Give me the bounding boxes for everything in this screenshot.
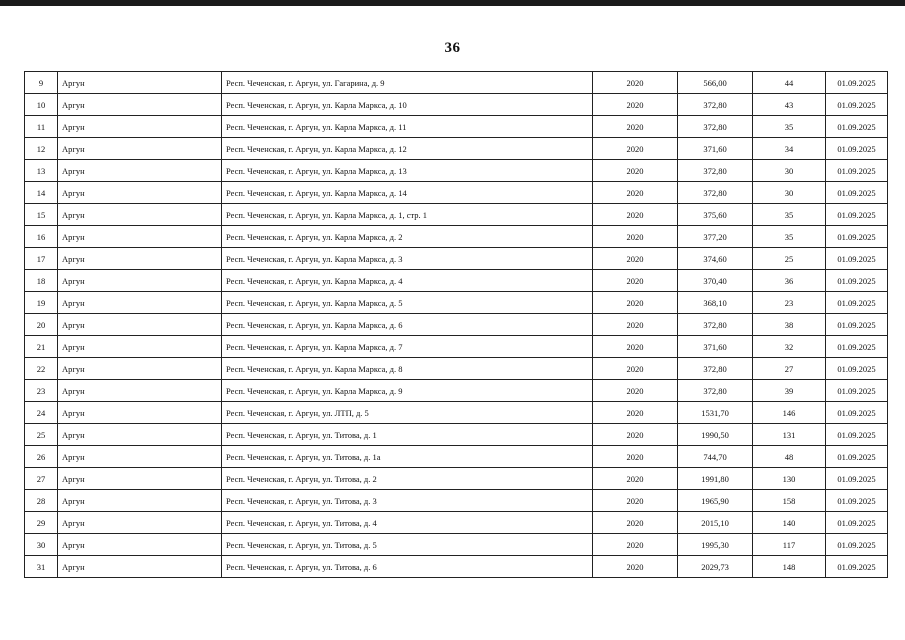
page-top-border [0,0,905,6]
date-cell: 01.09.2025 [826,468,888,490]
year-cell: 2020 [593,534,678,556]
year-cell: 2020 [593,358,678,380]
date-cell: 01.09.2025 [826,160,888,182]
row-number-cell: 14 [25,182,58,204]
date-cell: 01.09.2025 [826,490,888,512]
city-cell: Аргун [58,402,222,424]
city-cell: Аргун [58,160,222,182]
area-cell: 372,80 [678,182,753,204]
count-cell: 117 [753,534,826,556]
city-cell: Аргун [58,226,222,248]
city-cell: Аргун [58,358,222,380]
row-number-cell: 17 [25,248,58,270]
row-number-cell: 28 [25,490,58,512]
row-number-cell: 19 [25,292,58,314]
date-cell: 01.09.2025 [826,314,888,336]
row-number-cell: 27 [25,468,58,490]
table-row [25,534,888,556]
row-number-cell: 25 [25,424,58,446]
area-cell: 372,80 [678,116,753,138]
area-cell: 374,60 [678,248,753,270]
year-cell: 2020 [593,314,678,336]
city-cell: Аргун [58,446,222,468]
count-cell: 30 [753,182,826,204]
table-row [25,468,888,490]
table-row [25,226,888,248]
area-cell: 2029,73 [678,556,753,578]
city-cell: Аргун [58,534,222,556]
table-row [25,138,888,160]
address-cell: Респ. Чеченская, г. Аргун, ул. Карла Маркса, д. 12 [222,138,593,160]
city-cell: Аргун [58,468,222,490]
row-number-cell: 13 [25,160,58,182]
count-cell: 44 [753,72,826,94]
table-row [25,292,888,314]
table-row [25,94,888,116]
address-cell: Респ. Чеченская, г. Аргун, ул. Титова, д. 1а [222,446,593,468]
row-number-cell: 30 [25,534,58,556]
area-cell: 566,00 [678,72,753,94]
year-cell: 2020 [593,72,678,94]
date-cell: 01.09.2025 [826,358,888,380]
row-number-cell: 18 [25,270,58,292]
address-cell: Респ. Чеченская, г. Аргун, ул. Титова, д. 4 [222,512,593,534]
row-number-cell: 9 [25,72,58,94]
table-row [25,116,888,138]
row-number-cell: 16 [25,226,58,248]
table-row [25,270,888,292]
area-cell: 372,80 [678,314,753,336]
count-cell: 48 [753,446,826,468]
row-number-cell: 31 [25,556,58,578]
area-cell: 1990,50 [678,424,753,446]
year-cell: 2020 [593,402,678,424]
year-cell: 2020 [593,512,678,534]
count-cell: 23 [753,292,826,314]
date-cell: 01.09.2025 [826,182,888,204]
table-row [25,446,888,468]
city-cell: Аргун [58,94,222,116]
year-cell: 2020 [593,490,678,512]
address-cell: Респ. Чеченская, г. Аргун, ул. Титова, д. 2 [222,468,593,490]
year-cell: 2020 [593,138,678,160]
city-cell: Аргун [58,248,222,270]
city-cell: Аргун [58,556,222,578]
count-cell: 158 [753,490,826,512]
row-number-cell: 23 [25,380,58,402]
table-row [25,314,888,336]
row-number-cell: 24 [25,402,58,424]
address-cell: Респ. Чеченская, г. Аргун, ул. Карла Маркса, д. 4 [222,270,593,292]
count-cell: 32 [753,336,826,358]
address-cell: Респ. Чеченская, г. Аргун, ул. Карла Маркса, д. 9 [222,380,593,402]
date-cell: 01.09.2025 [826,226,888,248]
date-cell: 01.09.2025 [826,446,888,468]
area-cell: 372,80 [678,160,753,182]
count-cell: 35 [753,226,826,248]
area-cell: 2015,10 [678,512,753,534]
page-number: 36 [444,40,461,56]
date-cell: 01.09.2025 [826,336,888,358]
row-number-cell: 29 [25,512,58,534]
count-cell: 131 [753,424,826,446]
count-cell: 146 [753,402,826,424]
area-cell: 372,80 [678,380,753,402]
address-cell: Респ. Чеченская, г. Аргун, ул. Карла Маркса, д. 5 [222,292,593,314]
address-cell: Респ. Чеченская, г. Аргун, ул. ЛТП, д. 5 [222,402,593,424]
year-cell: 2020 [593,94,678,116]
date-cell: 01.09.2025 [826,116,888,138]
count-cell: 30 [753,160,826,182]
table-row [25,424,888,446]
date-cell: 01.09.2025 [826,556,888,578]
year-cell: 2020 [593,270,678,292]
table-row [25,556,888,578]
year-cell: 2020 [593,380,678,402]
date-cell: 01.09.2025 [826,270,888,292]
date-cell: 01.09.2025 [826,204,888,226]
registry-table [24,71,888,578]
city-cell: Аргун [58,138,222,160]
table-row [25,402,888,424]
address-cell: Респ. Чеченская, г. Аргун, ул. Карла Маркса, д. 13 [222,160,593,182]
area-cell: 1995,30 [678,534,753,556]
address-cell: Респ. Чеченская, г. Аргун, ул. Карла Маркса, д. 11 [222,116,593,138]
date-cell: 01.09.2025 [826,72,888,94]
area-cell: 371,60 [678,336,753,358]
count-cell: 35 [753,116,826,138]
table-row [25,182,888,204]
date-cell: 01.09.2025 [826,94,888,116]
row-number-cell: 15 [25,204,58,226]
city-cell: Аргун [58,512,222,534]
area-cell: 1531,70 [678,402,753,424]
area-cell: 372,80 [678,358,753,380]
area-cell: 372,80 [678,94,753,116]
date-cell: 01.09.2025 [826,292,888,314]
address-cell: Респ. Чеченская, г. Аргун, ул. Карла Маркса, д. 8 [222,358,593,380]
table-row [25,512,888,534]
city-cell: Аргун [58,72,222,94]
address-cell: Респ. Чеченская, г. Аргун, ул. Карла Маркса, д. 6 [222,314,593,336]
address-cell: Респ. Чеченская, г. Аргун, ул. Титова, д. 1 [222,424,593,446]
area-cell: 744,70 [678,446,753,468]
year-cell: 2020 [593,226,678,248]
city-cell: Аргун [58,424,222,446]
count-cell: 34 [753,138,826,160]
city-cell: Аргун [58,490,222,512]
date-cell: 01.09.2025 [826,380,888,402]
city-cell: Аргун [58,270,222,292]
year-cell: 2020 [593,204,678,226]
count-cell: 36 [753,270,826,292]
year-cell: 2020 [593,182,678,204]
table-row [25,490,888,512]
area-cell: 368,10 [678,292,753,314]
row-number-cell: 22 [25,358,58,380]
count-cell: 38 [753,314,826,336]
area-cell: 370,40 [678,270,753,292]
address-cell: Респ. Чеченская, г. Аргун, ул. Карла Маркса, д. 7 [222,336,593,358]
year-cell: 2020 [593,336,678,358]
city-cell: Аргун [58,336,222,358]
row-number-cell: 26 [25,446,58,468]
row-number-cell: 11 [25,116,58,138]
area-cell: 377,20 [678,226,753,248]
city-cell: Аргун [58,116,222,138]
address-cell: Респ. Чеченская, г. Аргун, ул. Титова, д. 6 [222,556,593,578]
year-cell: 2020 [593,292,678,314]
year-cell: 2020 [593,468,678,490]
city-cell: Аргун [58,380,222,402]
address-cell: Респ. Чеченская, г. Аргун, ул. Карла Маркса, д. 2 [222,226,593,248]
date-cell: 01.09.2025 [826,138,888,160]
year-cell: 2020 [593,424,678,446]
city-cell: Аргун [58,292,222,314]
table-row [25,204,888,226]
table-row [25,336,888,358]
city-cell: Аргун [58,182,222,204]
table-row [25,248,888,270]
count-cell: 43 [753,94,826,116]
count-cell: 27 [753,358,826,380]
date-cell: 01.09.2025 [826,248,888,270]
year-cell: 2020 [593,556,678,578]
count-cell: 148 [753,556,826,578]
area-cell: 1965,90 [678,490,753,512]
table-row [25,72,888,94]
area-cell: 375,60 [678,204,753,226]
date-cell: 01.09.2025 [826,424,888,446]
table-row [25,380,888,402]
count-cell: 130 [753,468,826,490]
row-number-cell: 20 [25,314,58,336]
count-cell: 35 [753,204,826,226]
address-cell: Респ. Чеченская, г. Аргун, ул. Титова, д. 3 [222,490,593,512]
table-row [25,160,888,182]
year-cell: 2020 [593,160,678,182]
row-number-cell: 10 [25,94,58,116]
registry-table-body [25,72,888,578]
area-cell: 371,60 [678,138,753,160]
address-cell: Респ. Чеченская, г. Аргун, ул. Карла Маркса, д. 14 [222,182,593,204]
address-cell: Респ. Чеченская, г. Аргун, ул. Титова, д. 5 [222,534,593,556]
count-cell: 39 [753,380,826,402]
area-cell: 1991,80 [678,468,753,490]
year-cell: 2020 [593,446,678,468]
year-cell: 2020 [593,116,678,138]
row-number-cell: 12 [25,138,58,160]
table-row [25,358,888,380]
row-number-cell: 21 [25,336,58,358]
city-cell: Аргун [58,204,222,226]
address-cell: Респ. Чеченская, г. Аргун, ул. Карла Маркса, д. 10 [222,94,593,116]
city-cell: Аргун [58,314,222,336]
date-cell: 01.09.2025 [826,534,888,556]
count-cell: 140 [753,512,826,534]
address-cell: Респ. Чеченская, г. Аргун, ул. Карла Маркса, д. 1, стр. 1 [222,204,593,226]
date-cell: 01.09.2025 [826,512,888,534]
count-cell: 25 [753,248,826,270]
address-cell: Респ. Чеченская, г. Аргун, ул. Карла Маркса, д. 3 [222,248,593,270]
year-cell: 2020 [593,248,678,270]
address-cell: Респ. Чеченская, г. Аргун, ул. Гагарина, д. 9 [222,72,593,94]
date-cell: 01.09.2025 [826,402,888,424]
